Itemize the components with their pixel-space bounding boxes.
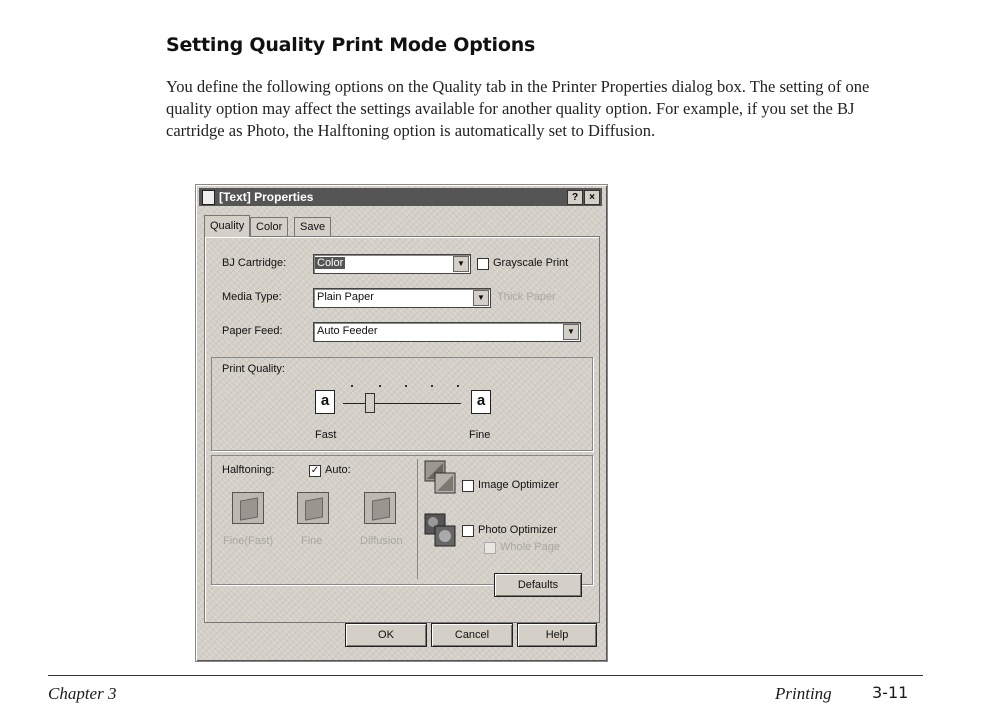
photo-optimizer-icon xyxy=(423,512,457,548)
thick-paper-label: Thick Paper xyxy=(497,291,556,303)
whole-page-checkbox[interactable] xyxy=(484,542,496,554)
media-type-select[interactable] xyxy=(313,288,491,308)
defaults-button[interactable]: Defaults xyxy=(494,573,582,597)
tab-color[interactable]: Color xyxy=(250,217,288,236)
chevron-down-icon: ▼ xyxy=(453,256,469,272)
halftone-fine-icon[interactable] xyxy=(297,492,329,524)
fine-label: Fine xyxy=(469,429,491,441)
fast-label: Fast xyxy=(315,429,337,441)
ok-button[interactable]: OK xyxy=(345,623,427,647)
footer-rule xyxy=(48,675,923,676)
footer-chapter: Chapter 3 xyxy=(48,684,117,703)
auto-label: Auto: xyxy=(325,464,351,476)
fine-page-icon: a xyxy=(471,390,491,414)
slider-tick xyxy=(405,385,407,387)
slider-tick xyxy=(431,385,433,387)
media-type-value: Plain Paper xyxy=(317,291,374,303)
photo-optimizer-label: Photo Optimizer xyxy=(478,524,557,536)
slider-tick xyxy=(351,385,353,387)
fast-page-icon: a xyxy=(315,390,335,414)
help-button[interactable]: Help xyxy=(517,623,597,647)
tab-save[interactable]: Save xyxy=(294,217,331,236)
printer-icon xyxy=(202,190,215,205)
chevron-down-icon: ▼ xyxy=(563,324,579,340)
halftone-diffusion-icon[interactable] xyxy=(364,492,396,524)
auto-checkbox[interactable]: ✓ xyxy=(310,465,320,476)
footer-page-number: 3-11 xyxy=(872,683,909,702)
grayscale-label: Grayscale Print xyxy=(493,257,569,269)
body-paragraph: You define the following options on the Quality tab in the Printer Properties dialog box. The setting of one quality option may affect the settings available for another quality option. For example, if you set the BJ cartridge as Photo, the Halftoning option is automatically set to Diffusion. xyxy=(166,77,870,140)
quality-slider-track xyxy=(343,403,461,404)
section-heading: Setting Quality Print Mode Options xyxy=(166,34,536,56)
paper-feed-label: Paper Feed: xyxy=(222,325,283,337)
image-optimizer-icon xyxy=(423,459,457,495)
slider-tick xyxy=(379,385,381,387)
halftone-fine-fast-icon[interactable] xyxy=(232,492,264,524)
chevron-down-icon: ▼ xyxy=(473,290,489,306)
image-optimizer-label: Image Optimizer xyxy=(478,479,559,491)
quality-slider-thumb[interactable] xyxy=(365,393,375,413)
image-optimizer-checkbox[interactable] xyxy=(462,480,474,492)
dialog-title: [Text] Properties xyxy=(219,190,314,204)
footer-section: Printing xyxy=(775,684,832,703)
tab-quality[interactable]: Quality xyxy=(204,215,250,237)
halftoning-label: Halftoning: xyxy=(222,464,275,476)
grayscale-checkbox[interactable] xyxy=(477,258,489,270)
paper-feed-select[interactable] xyxy=(313,322,581,342)
print-quality-label: Print Quality: xyxy=(222,363,285,375)
halftone-fine-fast-label: Fine(Fast) xyxy=(223,535,274,547)
bj-cartridge-label: BJ Cartridge: xyxy=(222,257,287,269)
paper-feed-value: Auto Feeder xyxy=(317,325,378,337)
close-button[interactable]: × xyxy=(584,190,600,205)
help-question-button[interactable]: ? xyxy=(567,190,583,205)
properties-dialog xyxy=(195,184,608,662)
halftone-diffusion-label: Diffusion xyxy=(360,535,403,547)
photo-optimizer-checkbox[interactable] xyxy=(462,525,474,537)
cancel-button[interactable]: Cancel xyxy=(431,623,513,647)
whole-page-label: Whole Page xyxy=(500,541,560,553)
media-type-label: Media Type: xyxy=(222,291,282,303)
halftone-fine-label: Fine xyxy=(301,535,323,547)
slider-tick xyxy=(457,385,459,387)
vertical-divider xyxy=(417,459,418,579)
bj-cartridge-value: Color xyxy=(317,257,344,269)
bj-cartridge-select[interactable] xyxy=(313,254,471,274)
title-bar xyxy=(199,188,602,206)
quality-panel xyxy=(204,236,600,623)
